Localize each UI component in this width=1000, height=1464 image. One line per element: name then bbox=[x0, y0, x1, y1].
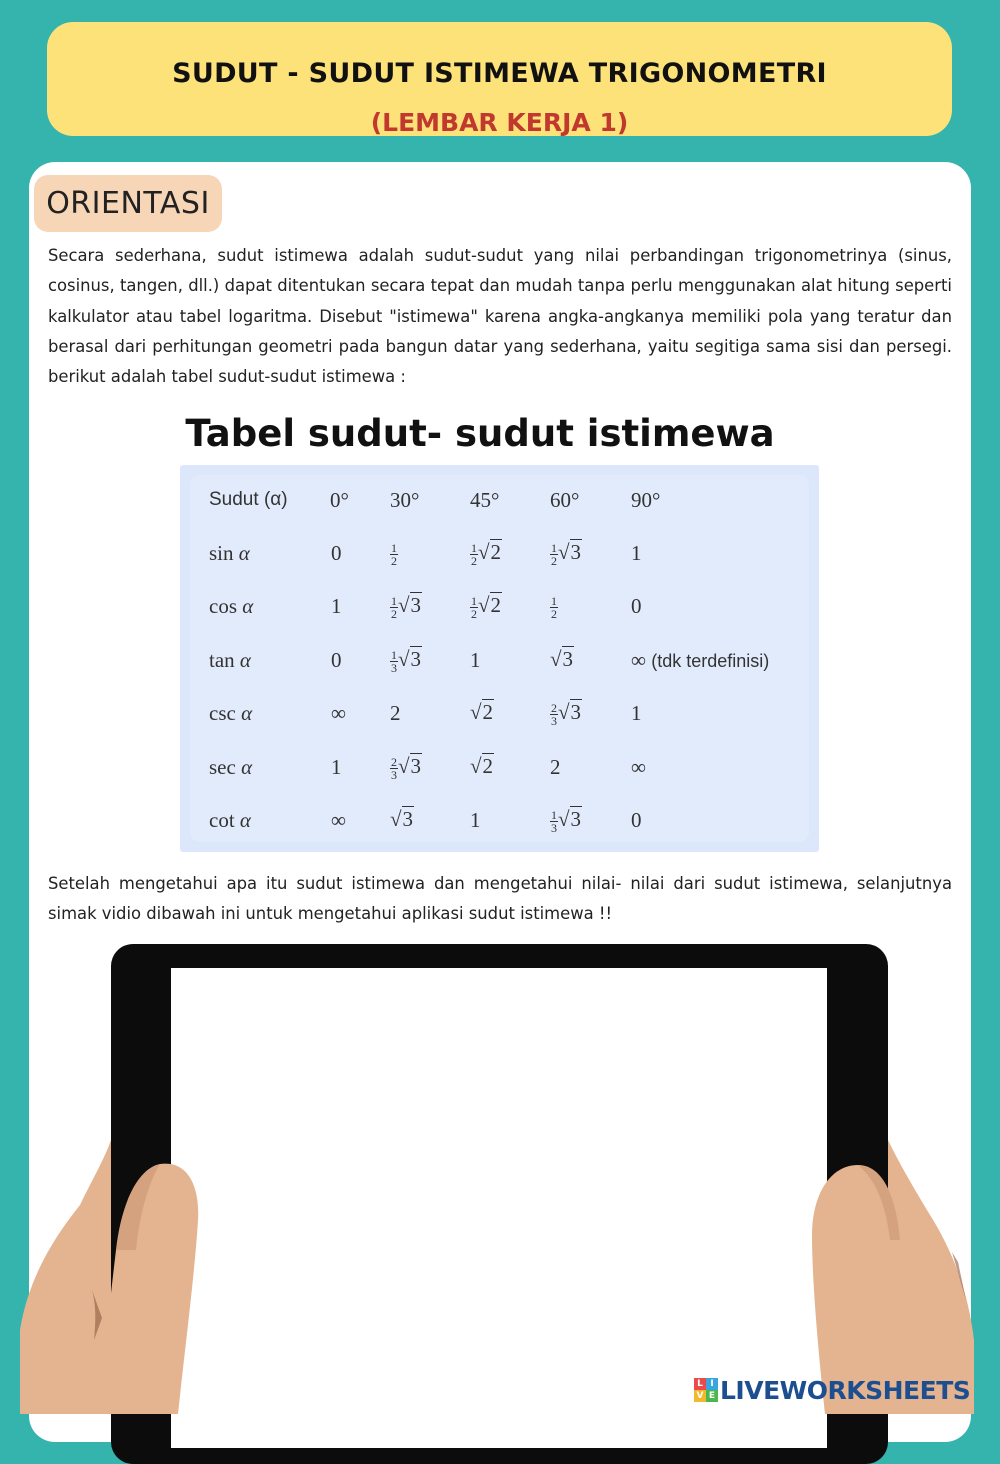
angle-header: 60° bbox=[550, 488, 580, 512]
page-subtitle: (LEMBAR KERJA 1) bbox=[370, 108, 629, 137]
table-cell: $\frac{1}{2}$ bbox=[551, 593, 557, 621]
row-label-tan: tan α bbox=[209, 648, 251, 672]
table-cell: √2 bbox=[470, 700, 494, 724]
table-cell: 2 bbox=[550, 755, 561, 779]
logo-text: LIVEWORKSHEETS bbox=[720, 1375, 971, 1405]
table-cell: 2 bbox=[390, 701, 401, 725]
table-cell: $\frac{2}{3}$ √3 bbox=[551, 700, 582, 728]
table-cell: $\frac{1}{2}$ √3 bbox=[551, 540, 582, 568]
row-label-sin: sin α bbox=[209, 541, 250, 565]
table-cell: 0 bbox=[331, 648, 342, 672]
table-cell: 1 bbox=[470, 808, 481, 832]
logo-mark-icon: L I V E bbox=[694, 1378, 718, 1402]
closing-paragraph: Setelah mengetahui apa itu sudut istimewa dan mengetahui nilai- nilai dari sudut istimewa, selanjutnya simak vidio dibawah ini untuk mengetahui aplikasi sudut istimewa !! bbox=[48, 874, 952, 924]
angle-header: 90° bbox=[631, 488, 661, 512]
table-cell: ∞ (tdk terdefinisi) bbox=[631, 648, 770, 672]
table-cell: $\frac{1}{3}$ √3 bbox=[551, 807, 582, 835]
angle-header: 0° bbox=[330, 488, 349, 512]
table-cell: ∞ bbox=[331, 701, 346, 725]
table-cell: $\frac{1}{2}$ √2 bbox=[471, 540, 502, 568]
section-badge: ORIENTASI bbox=[34, 175, 222, 232]
table-cell: 0 bbox=[331, 541, 342, 565]
angle-header: 30° bbox=[390, 488, 420, 512]
header-label: Sudut bbox=[209, 489, 259, 510]
angle-header: 45° bbox=[470, 488, 500, 512]
row-label-cos: cos α bbox=[209, 594, 254, 618]
table-cell: 1 bbox=[331, 594, 342, 618]
table-cell: $\frac{1}{3}$ √3 bbox=[391, 647, 422, 675]
intro-paragraph: Secara sederhana, sudut istimewa adalah sudut-sudut yang nilai perbandingan trigonometrinya (sinus, cosinus, tangen, dll.) dapat ditentukan secara tepat dan mudah tanpa perlu menggunakan alat hitung seperti kalkulator atau tabel logaritma. Disebut "istimewa" karena angka-angkanya memiliki pola yang teratur dan berasal dari perhitungan geometri pada bangun datar yang sederhana, yaitu segitiga sama sisi dan persegi. berikut adalah tabel sudut-sudut istimewa : bbox=[48, 246, 952, 387]
left-thumb bbox=[96, 1164, 198, 1414]
table-cell: $\frac{1}{2}$ bbox=[391, 540, 397, 568]
table-cell: √3 bbox=[550, 647, 574, 671]
table-cell: ∞ bbox=[631, 755, 646, 779]
page-title: SUDUT - SUDUT ISTIMEWA TRIGONOMETRI bbox=[172, 58, 827, 89]
header-symbol: (α) bbox=[263, 489, 288, 510]
row-label-csc: csc α bbox=[209, 701, 253, 725]
row-label-sec: sec α bbox=[209, 755, 253, 779]
table-cell: $\frac{2}{3}$ √3 bbox=[391, 754, 422, 782]
table-cell: 1 bbox=[631, 541, 642, 565]
table-cell: 0 bbox=[631, 594, 642, 618]
table-cell: √2 bbox=[470, 754, 494, 778]
row-label-cot: cot α bbox=[209, 808, 251, 832]
table-cell: $\frac{1}{2}$ √3 bbox=[391, 593, 422, 621]
table-cell: 0 bbox=[631, 808, 642, 832]
table-cell: ∞ bbox=[331, 808, 346, 832]
table-cell: 1 bbox=[331, 755, 342, 779]
table-cell: $\frac{1}{2}$ √2 bbox=[471, 593, 502, 621]
table-cell: 1 bbox=[470, 648, 481, 672]
liveworksheets-logo bbox=[694, 1373, 970, 1407]
table-cell: √3 bbox=[390, 807, 414, 831]
table-title: Tabel sudut- sudut istimewa bbox=[185, 412, 775, 455]
left-hand bbox=[20, 1140, 111, 1414]
table-cell: 1 bbox=[631, 701, 642, 725]
